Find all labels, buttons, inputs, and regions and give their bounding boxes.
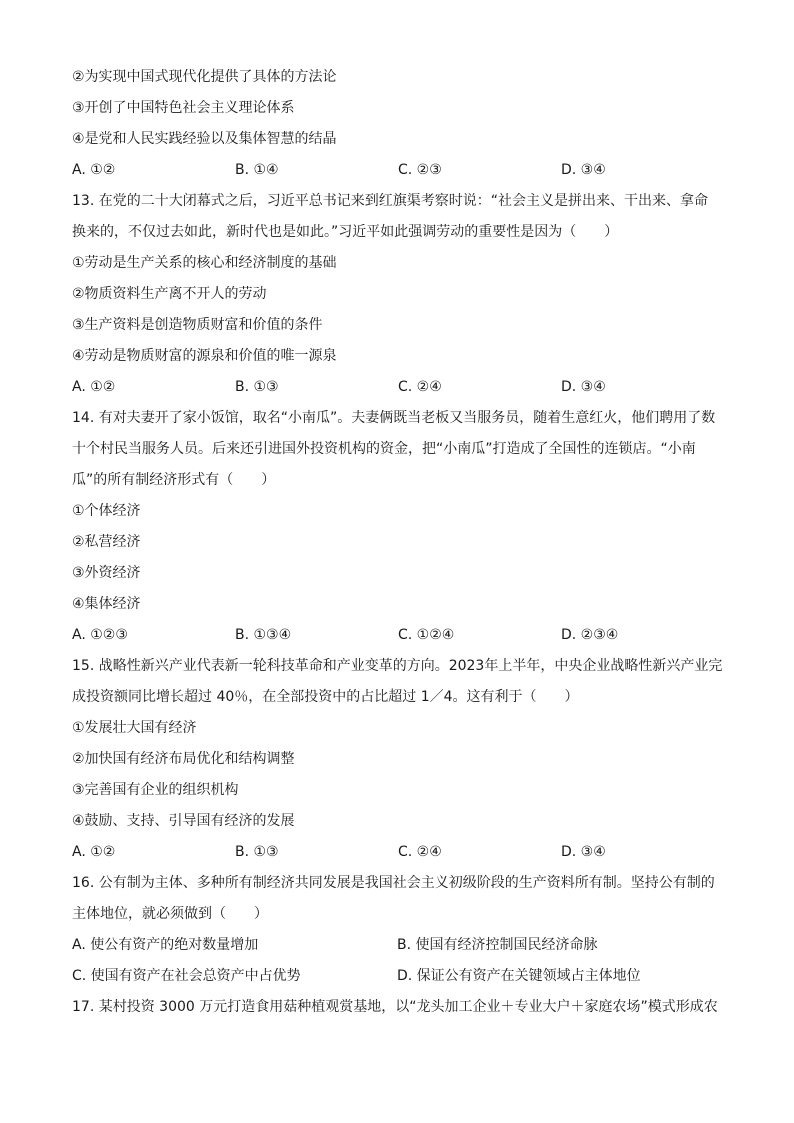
q14-stem-line-3: 瓜”的所有制经济形式有（ ） <box>72 472 276 488</box>
q13-option-c: C. ②④ <box>398 379 442 395</box>
q14-stem-line-2: 十个村民当服务人员。后来还引进国外投资机构的资金，把“小南瓜”打造成了全国性的连锁店。“小南 <box>72 441 696 457</box>
q14-options <box>72 620 722 651</box>
q16-stem-line-2: 主体地位，就必须做到（ ） <box>72 906 268 922</box>
q16-option-b: B. 使国有经济控制国民经济命脉 <box>397 937 598 953</box>
q17-stem-line-1: 17. 某村投资 3000 万元打造食用菇种植观赏基地，以“龙头加工企业＋专业大户＋家庭农场”模式形成农 <box>72 999 718 1015</box>
q12-option-c: C. ②③ <box>398 162 442 178</box>
q12-options <box>72 155 722 186</box>
q12-option-b: B. ①④ <box>235 162 279 178</box>
exam-page <box>72 62 722 1023</box>
q12-item-4: ④是党和人民实践经验以及集体智慧的结晶 <box>72 131 337 147</box>
q16-option-a: A. 使公有资产的绝对数量增加 <box>72 937 259 953</box>
q12-option-d: D. ③④ <box>561 162 606 178</box>
q15-item-3: ③完善国有企业的组织机构 <box>72 782 239 798</box>
q16-options-row-2 <box>72 961 722 992</box>
question-17 <box>72 992 722 1023</box>
q13-options <box>72 372 722 403</box>
q16-option-d: D. 保证公有资产在关键领域占主体地位 <box>397 968 641 984</box>
question-12-tail <box>72 62 722 186</box>
q14-stem-line-1: 14. 有对夫妻开了家小饭馆，取名“小南瓜”。夫妻俩既当老板又当服务员，随着生意红火，他们聘用了数 <box>72 410 716 426</box>
q13-item-4: ④劳动是物质财富的源泉和价值的唯一源泉 <box>72 348 337 364</box>
q14-option-c: C. ①②④ <box>398 627 455 643</box>
q14-option-d: D. ②③④ <box>561 627 619 643</box>
q15-stem-line-2: 成投资额同比增长超过 40％，在全部投资中的占比超过 1／4。这有利于（ ） <box>72 689 579 705</box>
q14-item-2: ②私营经济 <box>72 534 141 550</box>
q14-option-a: A. ①②③ <box>72 627 128 643</box>
question-15 <box>72 651 722 868</box>
q14-item-1: ①个体经济 <box>72 503 141 519</box>
q15-option-a: A. ①② <box>72 844 116 860</box>
q13-stem-line-1: 13. 在党的二十大闭幕式之后，习近平总书记来到红旗渠考察时说：“社会主义是拼出来、干出来、拿命 <box>72 193 708 209</box>
q14-item-3: ③外资经济 <box>72 565 141 581</box>
q15-option-d: D. ③④ <box>561 844 606 860</box>
q14-option-b: B. ①③④ <box>235 627 292 643</box>
q16-option-c: C. 使国有资产在社会总资产中占优势 <box>72 968 301 984</box>
q13-option-a: A. ①② <box>72 379 116 395</box>
question-16 <box>72 868 722 992</box>
q13-option-d: D. ③④ <box>561 379 606 395</box>
q13-item-3: ③生产资料是创造物质财富和价值的条件 <box>72 317 323 333</box>
q15-option-c: C. ②④ <box>398 844 442 860</box>
q15-stem-line-1: 15. 战略性新兴产业代表新一轮科技革命和产业变革的方向。2023年上半年，中央企业战略性新兴产业完 <box>72 658 722 674</box>
q13-stem-line-2: 换来的，不仅过去如此，新时代也是如此。”习近平如此强调劳动的重要性是因为（ ） <box>72 224 619 240</box>
q15-item-4: ④鼓励、支持、引导国有经济的发展 <box>72 813 295 829</box>
q14-item-4: ④集体经济 <box>72 596 141 612</box>
q13-option-b: B. ①③ <box>235 379 279 395</box>
q13-item-1: ①劳动是生产关系的核心和经济制度的基础 <box>72 255 337 271</box>
q16-options-row-1 <box>72 930 722 961</box>
q12-item-3: ③开创了中国特色社会主义理论体系 <box>72 100 295 116</box>
q12-item-2: ②为实现中国式现代化提供了具体的方法论 <box>72 69 337 85</box>
q15-option-b: B. ①③ <box>235 844 279 860</box>
q16-stem-line-1: 16. 公有制为主体、多种所有制经济共同发展是我国社会主义初级阶段的生产资料所有制。坚持公有制的 <box>72 875 715 891</box>
question-13 <box>72 186 722 403</box>
q15-item-2: ②加快国有经济布局优化和结构调整 <box>72 751 295 767</box>
q15-item-1: ①发展壮大国有经济 <box>72 720 197 736</box>
q12-option-a: A. ①② <box>72 162 116 178</box>
question-14 <box>72 403 722 651</box>
q13-item-2: ②物质资料生产离不开人的劳动 <box>72 286 267 302</box>
q15-options <box>72 837 722 868</box>
